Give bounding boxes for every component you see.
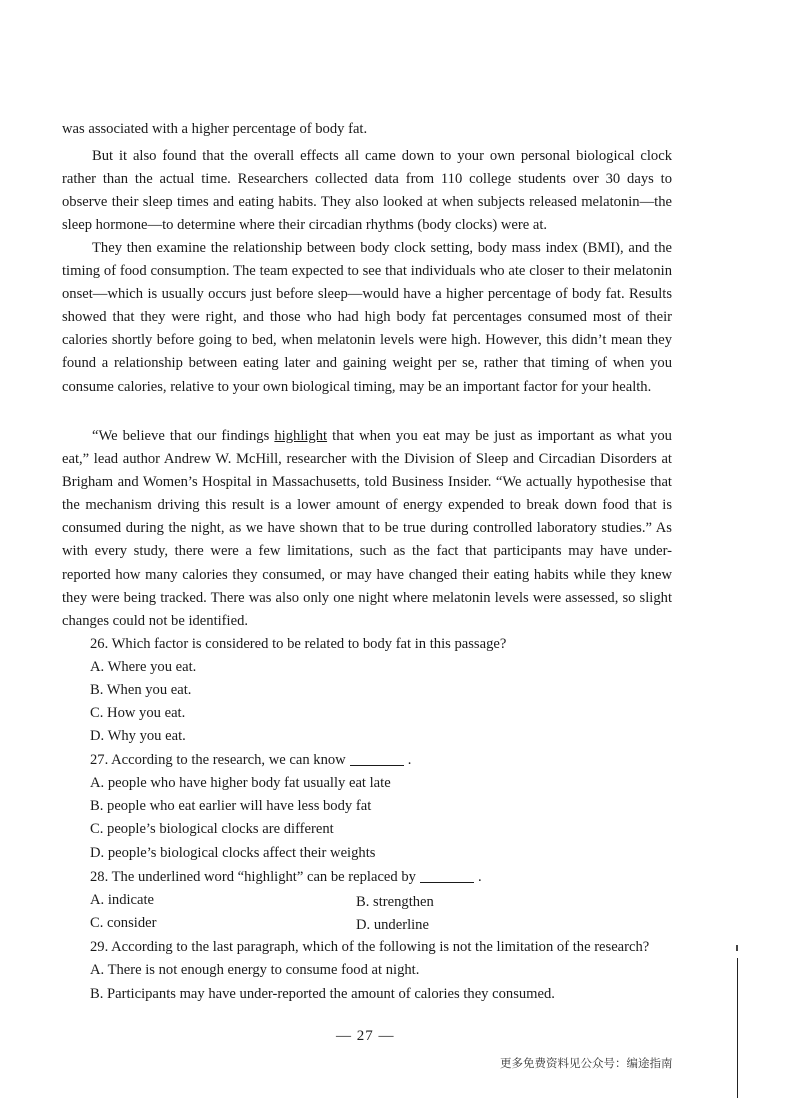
passage-paragraph-0: was associated with a higher percentage of body fat. (62, 121, 368, 137)
question-29-stem: 29. According to the last paragraph, which of the following is not the limitation of the research? (90, 939, 650, 955)
question-26-option-b: B. When you eat. (90, 682, 192, 698)
question-28-stem (90, 866, 482, 889)
question-26-option-c: C. How you eat. (90, 705, 186, 721)
question-27-stem-text: 27. According to the research, we can know (90, 752, 346, 768)
question-27-option-a: A. people who have higher body fat usually eat late (90, 775, 391, 791)
underlined-word-highlight: highlight (274, 428, 328, 444)
question-27-option-d: D. people’s biological clocks affect their weights (90, 845, 376, 861)
footer-note: 更多免费资料见公众号：编途指南 (500, 1056, 673, 1070)
question-28-option-c: C. consider (90, 915, 157, 931)
paragraph-3-text-after: that when you eat may be just as important as what you eat,” lead author Andrew W. McHill, researcher with the Division of Sleep and Circadian Disorders at Brigham and Women’s Hospital in Massachusetts, told Business Insider. “We actually hypothesise that the mechanism driving this result is a lower amount of energy expended to break down food that is consumed during the night, as we have shown that to be true during controlled laboratory studies.” As with every study, there were a few limitations, such as the fact that participants may have under-reported how many calories they consumed, or may have changed their eating habits while they knew they were being tracked. There was also only one night where melatonin levels were assessed, so slight changes could not be identified. (62, 428, 672, 629)
question-26-option-a: A. Where you eat. (90, 659, 197, 675)
question-26-stem: 26. Which factor is considered to be related to body fat in this passage? (90, 636, 507, 652)
question-27-stem (90, 749, 411, 772)
question-27-option-c: C. people’s biological clocks are different (90, 821, 334, 837)
passage-paragraph-3 (62, 425, 672, 633)
question-28-option-d: D. underline (356, 917, 429, 933)
question-27-option-b: B. people who eat earlier will have less body fat (90, 798, 372, 814)
passage-paragraph-1: But it also found that the overall effects all came down to your own personal biological clock rather than the actual time. Researchers collected data from 110 college students over 30 days to observe their sleep times and eating habits. They also looked at when subjects released melatonin—the sleep hormone—to determine where their circadian rhythms (body clocks) were at. (62, 148, 672, 234)
question-27-stem-end: . (407, 752, 412, 768)
question-29-option-b: B. Participants may have under-reported the amount of calories they consumed. (90, 986, 555, 1002)
question-26-option-d: D. Why you eat. (90, 728, 186, 744)
scan-edge-mark (736, 945, 738, 951)
question-28-option-b: B. strengthen (356, 894, 434, 910)
question-29-option-a: A. There is not enough energy to consume food at night. (90, 962, 420, 978)
answer-blank (350, 751, 404, 766)
page-number: — 27 — (336, 1028, 395, 1044)
answer-blank (420, 868, 474, 883)
scan-edge-line (737, 958, 738, 1098)
question-28-option-a: A. indicate (90, 892, 155, 908)
question-28-stem-end: . (477, 869, 482, 885)
passage-paragraph-2: They then examine the relationship between body clock setting, body mass index (BMI), and the timing of food consumption. The team expected to see that individuals who ate closer to their melatonin onset—which is usually occurs just before sleep—would have a higher percentage of body fat. Results showed that they were right, and those who had high body fat percentages consumed most of their calories shortly before going to bed, when melatonin levels were high. However, this didn’t mean they found a relationship between eating later and gaining weight per se, rather that timing of when you consume calories, relative to your own biological timing, may be an important factor for your health. (62, 240, 672, 395)
question-28-stem-text: 28. The underlined word “highlight” can be replaced by (90, 869, 416, 885)
paragraph-3-text-before: “We believe that our findings (92, 428, 275, 444)
